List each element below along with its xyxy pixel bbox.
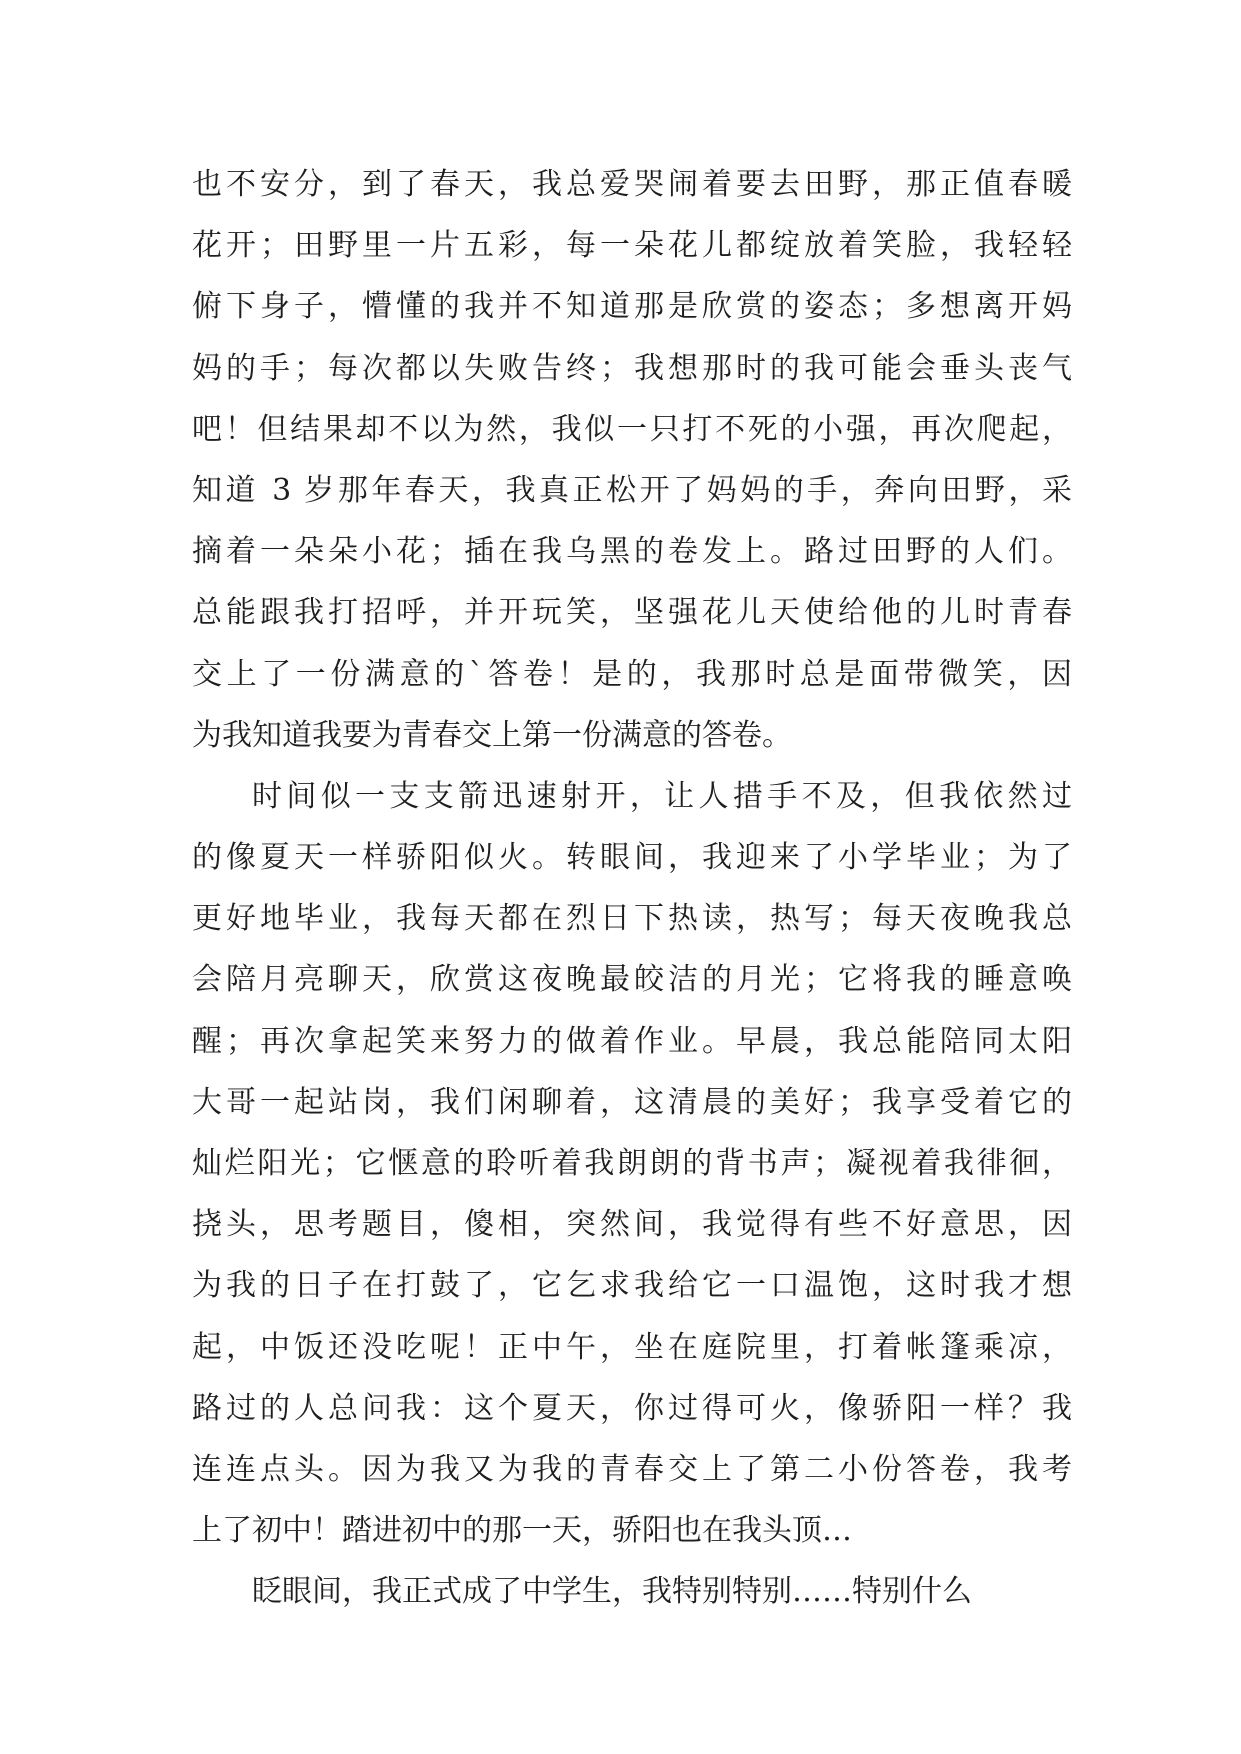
text-line: 时间似一支支箭迅速射开，让人措手不及，但我依然过: [252, 778, 1072, 814]
text-line: 会陪月亮聊天，欣赏这夜晚最皎洁的月光；它将我的睡意唤: [192, 962, 1072, 998]
text-line: 知道 3 岁那年春天，我真正松开了妈妈的手，奔向田野，采: [192, 472, 1072, 508]
text-line: 更好地毕业，我每天都在烈日下热读，热写；每天夜晚我总: [192, 901, 1072, 937]
text-line: 挠头，思考题目，傻相，突然间，我觉得有些不好意思，因: [192, 1207, 1072, 1243]
text-line: 俯下身子，懵懂的我并不知道那是欣赏的姿态；多想离开妈: [192, 289, 1072, 325]
text-line: 大哥一起站岗，我们闲聊着，这清晨的美好；我享受着它的: [192, 1084, 1072, 1120]
text-line: 交上了一份满意的`答卷！是的，我那时总是面带微笑，因: [192, 656, 1072, 692]
body-text: [192, 154, 1072, 1623]
text-line: 灿烂阳光；它惬意的聆听着我朗朗的背书声；凝视着我徘徊，: [192, 1146, 1072, 1181]
text-line: 花开；田野里一片五彩，每一朵花儿都绽放着笑脸，我轻轻: [192, 228, 1072, 264]
text-line: 醒；再次拿起笑来努力的做着作业。早晨，我总能陪同太阳: [192, 1023, 1072, 1059]
text-line: 眨眼间，我正式成了中学生，我特别特别……特别什么: [252, 1574, 972, 1610]
text-line: 上了初中！踏进初中的那一天，骄阳也在我头顶…: [192, 1513, 852, 1549]
text-line: 摘着一朵朵小花；插在我乌黑的卷发上。路过田野的人们。: [192, 534, 1072, 570]
text-line: 为我知道我要为青春交上第一份满意的答卷。: [192, 717, 792, 753]
text-line: 连连点头。因为我又为我的青春交上了第二小份答卷，我考: [192, 1451, 1072, 1487]
text-line: 总能跟我打招呼，并开玩笑，坚强花儿天使给他的儿时青春: [192, 595, 1072, 631]
text-line: 妈的手；每次都以失败告终；我想那时的我可能会垂头丧气: [192, 350, 1072, 386]
text-line: 起，中饭还没吃呢！正中午，坐在庭院里，打着帐篷乘凉，: [192, 1329, 1072, 1365]
text-line: 路过的人总问我：这个夏天，你过得可火，像骄阳一样？我: [192, 1390, 1072, 1426]
text-line: 为我的日子在打鼓了，它乞求我给它一口温饱，这时我才想: [192, 1268, 1072, 1304]
text-line: 吧！但结果却不以为然，我似一只打不死的小强，再次爬起，: [192, 411, 1072, 447]
text-line: 的像夏天一样骄阳似火。转眼间，我迎来了小学毕业；为了: [192, 840, 1072, 876]
text-line: 也不安分，到了春天，我总爱哭闹着要去田野，那正值春暖: [192, 167, 1072, 202]
